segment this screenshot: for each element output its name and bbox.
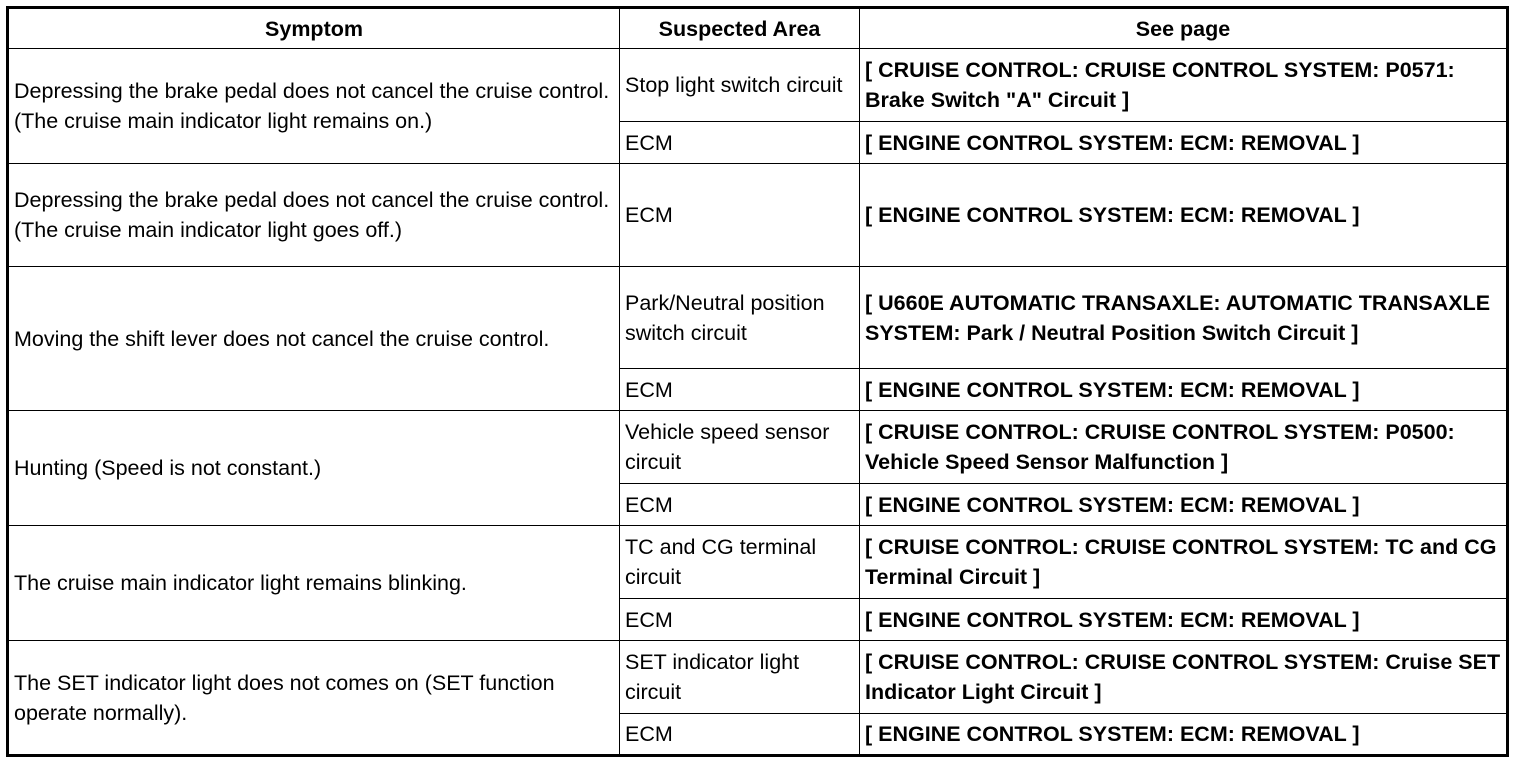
see-page-link[interactable]: [ CRUISE CONTROL: CRUISE CONTROL SYSTEM: TC and CG Terminal Circuit ] — [860, 526, 1508, 599]
table-row — [8, 411, 1508, 484]
area-cell: Vehicle speed sensor circuit — [620, 411, 860, 484]
see-page-link[interactable]: [ ENGINE CONTROL SYSTEM: ECM: REMOVAL ] — [860, 164, 1508, 267]
table-row — [8, 164, 1508, 267]
symptom-cell: Depressing the brake pedal does not cancel the cruise control. (The cruise main indicator light goes off.) — [8, 164, 620, 267]
area-cell: ECM — [620, 599, 860, 641]
see-page-link[interactable]: [ CRUISE CONTROL: CRUISE CONTROL SYSTEM: P0571: Brake Switch "A" Circuit ] — [860, 49, 1508, 122]
header-symptom: Symptom — [8, 8, 620, 49]
see-page-link[interactable]: [ CRUISE CONTROL: CRUISE CONTROL SYSTEM: P0500: Vehicle Speed Sensor Malfunction ] — [860, 411, 1508, 484]
see-page-link[interactable]: [ ENGINE CONTROL SYSTEM: ECM: REMOVAL ] — [860, 484, 1508, 526]
header-suspected-area: Suspected Area — [620, 8, 860, 49]
see-page-link[interactable]: [ ENGINE CONTROL SYSTEM: ECM: REMOVAL ] — [860, 599, 1508, 641]
table-row — [8, 526, 1508, 599]
header-see-page: See page — [860, 8, 1508, 49]
area-cell: ECM — [620, 714, 860, 756]
area-cell: TC and CG terminal circuit — [620, 526, 860, 599]
see-page-link[interactable]: [ ENGINE CONTROL SYSTEM: ECM: REMOVAL ] — [860, 122, 1508, 164]
symptom-cell: Depressing the brake pedal does not cancel the cruise control. (The cruise main indicator light remains on.) — [8, 49, 620, 164]
area-cell: SET indicator light circuit — [620, 641, 860, 714]
symptom-cell: The SET indicator light does not comes on (SET function operate normally). — [8, 641, 620, 756]
table-row — [8, 267, 1508, 369]
area-cell: ECM — [620, 484, 860, 526]
area-cell: ECM — [620, 122, 860, 164]
area-cell: Stop light switch circuit — [620, 49, 860, 122]
area-cell: Park/Neutral position switch circuit — [620, 267, 860, 369]
header-row — [8, 8, 1508, 49]
area-cell: ECM — [620, 164, 860, 267]
area-cell: ECM — [620, 369, 860, 411]
see-page-link[interactable]: [ ENGINE CONTROL SYSTEM: ECM: REMOVAL ] — [860, 714, 1508, 756]
symptom-cell: Moving the shift lever does not cancel the cruise control. — [8, 267, 620, 411]
see-page-link[interactable]: [ U660E AUTOMATIC TRANSAXLE: AUTOMATIC TRANSAXLE SYSTEM: Park / Neutral Position Switch Circuit ] — [860, 267, 1508, 369]
table-row — [8, 49, 1508, 122]
table-row — [8, 641, 1508, 714]
see-page-link[interactable]: [ ENGINE CONTROL SYSTEM: ECM: REMOVAL ] — [860, 369, 1508, 411]
symptom-cell: Hunting (Speed is not constant.) — [8, 411, 620, 526]
problem-symptoms-table — [6, 6, 1509, 757]
see-page-link[interactable]: [ CRUISE CONTROL: CRUISE CONTROL SYSTEM: Cruise SET Indicator Light Circuit ] — [860, 641, 1508, 714]
symptom-cell: The cruise main indicator light remains blinking. — [8, 526, 620, 641]
